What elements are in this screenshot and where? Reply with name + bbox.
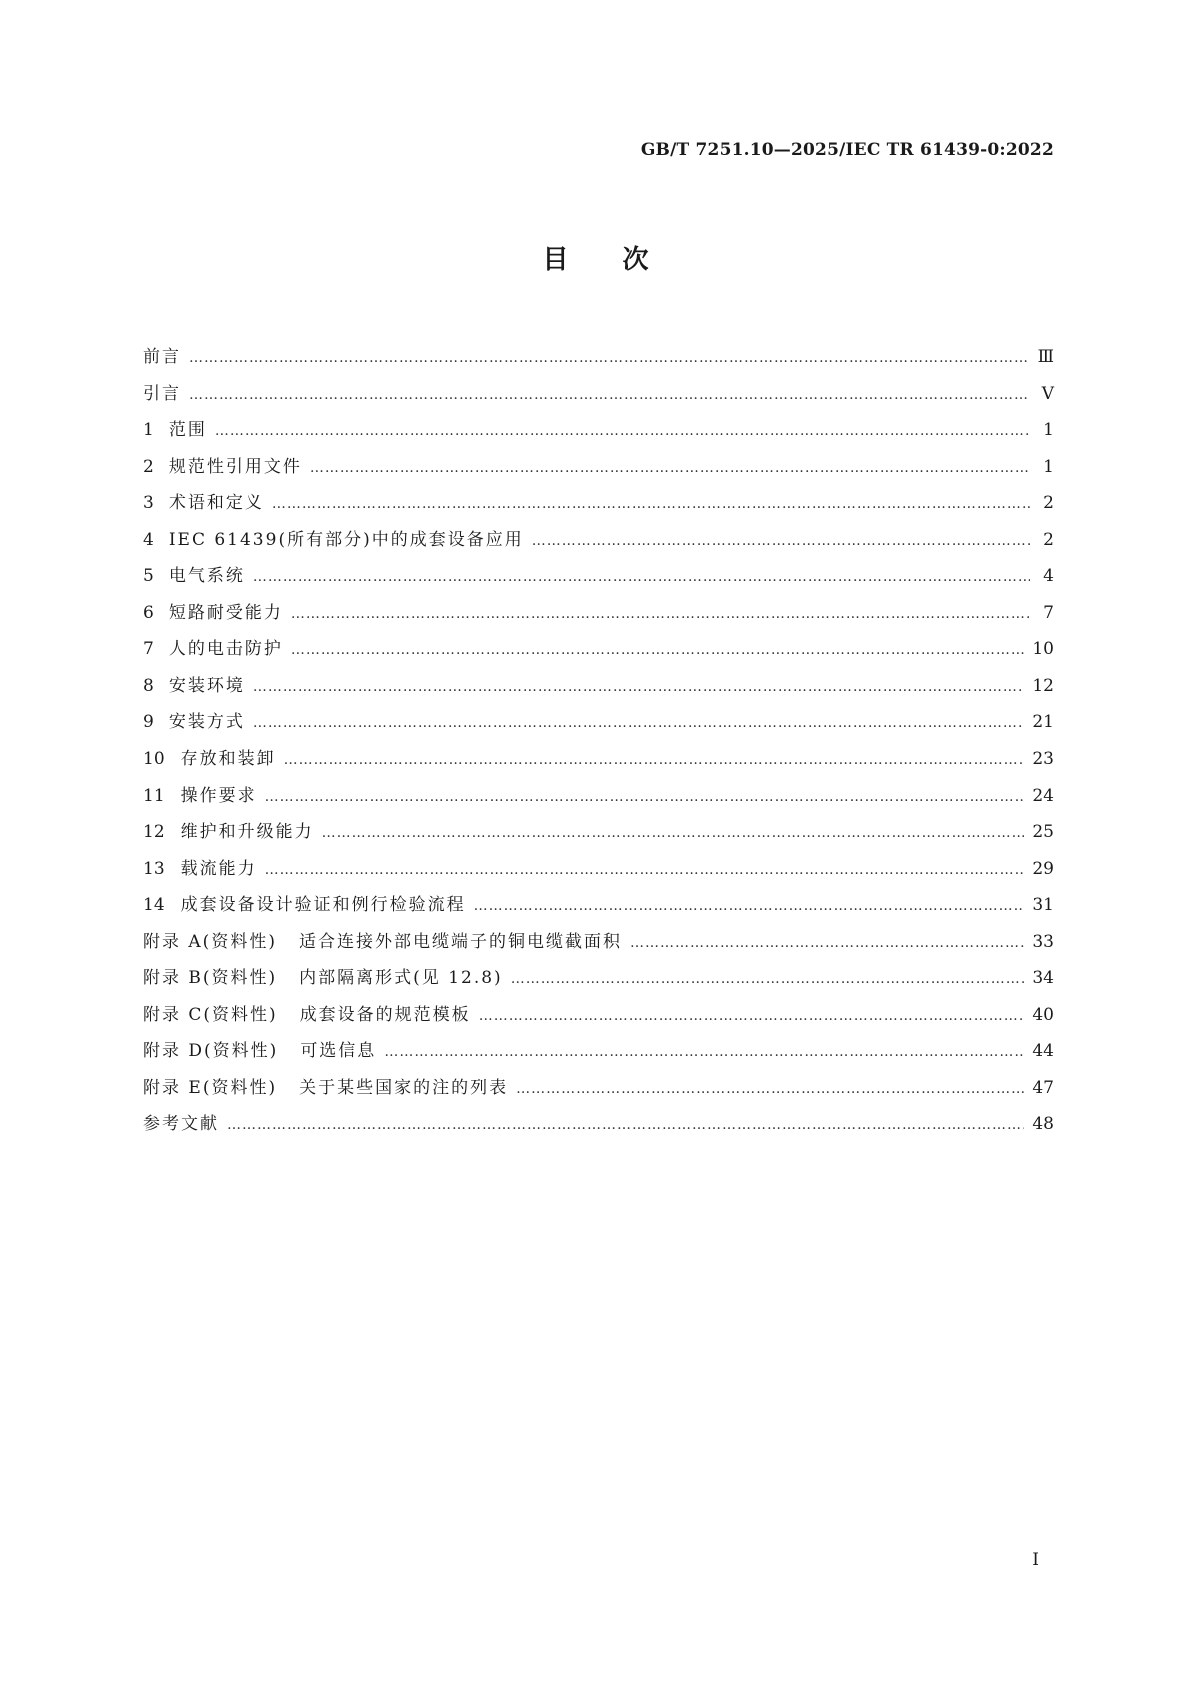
- toc-entry[interactable]: [143, 412, 1054, 449]
- toc-entry-page: 33: [1032, 931, 1054, 952]
- toc-entry-page: 21: [1032, 712, 1054, 733]
- toc-entry-title: 电气系统: [168, 566, 245, 587]
- toc-leader-dots: [532, 523, 1030, 560]
- toc-entry-title: 术语和定义: [168, 493, 264, 514]
- toc-entry[interactable]: [143, 997, 1054, 1034]
- toc-leader-dots: [630, 925, 1024, 962]
- toc-leader-dots: [511, 961, 1025, 998]
- toc-leader-dots: [265, 779, 1025, 816]
- toc-entry-title: 内部隔离形式(见 12.8): [299, 968, 503, 989]
- toc-leader-dots: [227, 1107, 1024, 1144]
- toc-entry-title: 存放和装卸: [180, 749, 276, 770]
- toc-entry-label: [143, 924, 622, 961]
- toc-entry[interactable]: [143, 741, 1054, 778]
- toc-entry-label: [169, 631, 283, 668]
- toc-entry[interactable]: [143, 814, 1054, 851]
- toc-entry-page: 10: [1032, 639, 1054, 660]
- toc-entry-number: 8: [143, 675, 154, 696]
- toc-entry-page: Ⅲ: [1037, 347, 1054, 367]
- toc-entry-label: [181, 778, 257, 815]
- toc-entry-page: 1: [1043, 420, 1054, 441]
- toc-entry[interactable]: [143, 449, 1054, 486]
- toc-entry[interactable]: [143, 376, 1054, 413]
- toc-leader-dots: [253, 669, 1025, 706]
- toc-entry-page: 44: [1032, 1041, 1054, 1062]
- toc-entry-label: [143, 339, 181, 376]
- toc-leader-dots: [291, 632, 1025, 669]
- toc-entry-page: 48: [1032, 1114, 1054, 1135]
- toc-entry[interactable]: [143, 960, 1054, 997]
- toc-entry-page: 2: [1043, 493, 1054, 514]
- toc-leader-dots: [479, 998, 1025, 1035]
- toc-entry-number: 2: [143, 456, 154, 477]
- toc-entry-number: 12: [143, 822, 165, 843]
- toc-entry-title: 引言: [143, 383, 181, 404]
- toc-entry-label: [181, 814, 314, 851]
- toc-entry-page: 12: [1032, 675, 1054, 696]
- table-of-contents: [143, 339, 1054, 1143]
- toc-entry[interactable]: [143, 1070, 1054, 1107]
- toc-entry-page: Ⅴ: [1041, 383, 1054, 404]
- toc-entry[interactable]: [143, 887, 1054, 924]
- toc-leader-dots: [474, 888, 1025, 925]
- toc-entry-label: [143, 960, 503, 997]
- toc-entry-label: [169, 412, 207, 449]
- toc-entry-label: [143, 1033, 376, 1070]
- annex-prefix: 附录 A(资料性): [143, 931, 277, 952]
- toc-entry-label: [181, 851, 257, 888]
- toc-entry-title: 适合连接外部电缆端子的铜电缆截面积: [298, 931, 622, 952]
- annex-prefix: 附录 C(资料性): [143, 1004, 278, 1025]
- page-title: 目次: [542, 245, 703, 275]
- toc-entry[interactable]: [143, 339, 1054, 376]
- toc-entry-page: 7: [1043, 602, 1054, 623]
- toc-entry-number: 9: [143, 712, 154, 733]
- toc-entry-label: [143, 997, 471, 1034]
- toc-entry-page: 40: [1032, 1004, 1054, 1025]
- toc-entry-number: 6: [143, 602, 154, 623]
- toc-entry[interactable]: [143, 522, 1054, 559]
- toc-entry[interactable]: [143, 851, 1054, 888]
- toc-entry-title: 短路耐受能力: [168, 602, 283, 623]
- standard-number: GB/T 7251.10—2025/IEC TR 61439-0:2022: [640, 140, 1054, 160]
- toc-entry[interactable]: [143, 1033, 1054, 1070]
- toc-entry-number: 11: [143, 785, 165, 806]
- toc-entry-number: 7: [143, 639, 154, 660]
- toc-entry-label: [169, 595, 283, 632]
- toc-leader-dots: [253, 559, 1030, 596]
- toc-entry-number: 1: [143, 420, 154, 441]
- toc-entry-number: 4: [143, 529, 154, 550]
- toc-entry-page: 4: [1043, 566, 1054, 587]
- toc-leader-dots: [265, 852, 1025, 889]
- toc-entry[interactable]: [143, 631, 1054, 668]
- toc-entry-title: 可选信息: [300, 1041, 377, 1062]
- toc-entry-page: 24: [1032, 785, 1054, 806]
- toc-entry-number: 13: [143, 858, 165, 879]
- toc-entry-title: 成套设备设计验证和例行检验流程: [180, 895, 466, 916]
- annex-prefix: 附录 D(资料性): [143, 1041, 279, 1062]
- toc-leader-dots: [189, 340, 1030, 377]
- toc-entry-page: 47: [1032, 1077, 1054, 1098]
- toc-entry-title: 安装方式: [168, 712, 245, 733]
- toc-entry-label: [143, 1106, 219, 1143]
- toc-entry-title: 载流能力: [180, 858, 257, 879]
- toc-entry-title: 范围: [168, 420, 207, 441]
- toc-entry-label: [181, 741, 276, 778]
- toc-leader-dots: [516, 1071, 1024, 1108]
- annex-prefix: 附录 B(资料性): [143, 968, 278, 989]
- toc-entry[interactable]: [143, 924, 1054, 961]
- page-number: Ⅰ: [1032, 1550, 1039, 1570]
- toc-entry-page: 25: [1032, 822, 1054, 843]
- toc-leader-dots: [284, 742, 1025, 779]
- toc-entry-title: 操作要求: [180, 785, 257, 806]
- toc-leader-dots: [322, 815, 1025, 852]
- toc-entry-label: [169, 485, 264, 522]
- toc-entry-page: 23: [1032, 749, 1054, 770]
- toc-entry-page: 2: [1043, 529, 1054, 550]
- toc-entry-label: [143, 1070, 508, 1107]
- toc-entry[interactable]: [143, 704, 1054, 741]
- toc-leader-dots: [291, 596, 1030, 633]
- toc-leader-dots: [272, 486, 1030, 523]
- toc-entry[interactable]: [143, 1106, 1054, 1143]
- toc-leader-dots: [310, 450, 1030, 487]
- toc-entry-number: 5: [143, 566, 154, 587]
- toc-entry-label: [169, 558, 245, 595]
- toc-entry-page: 1: [1043, 456, 1054, 477]
- toc-entry-label: [143, 376, 181, 413]
- toc-leader-dots: [215, 413, 1030, 450]
- toc-entry-number: 3: [143, 493, 154, 514]
- toc-entry[interactable]: [143, 558, 1054, 595]
- toc-entry-label: [181, 887, 466, 924]
- toc-entry-label: [169, 522, 524, 559]
- toc-leader-dots: [189, 377, 1030, 414]
- toc-entry-title: 安装环境: [168, 675, 245, 696]
- toc-entry-title: 维护和升级能力: [180, 822, 314, 843]
- toc-entry[interactable]: [143, 778, 1054, 815]
- toc-entry-title: 前言: [143, 347, 181, 367]
- toc-leader-dots: [253, 705, 1025, 742]
- toc-entry-title: 成套设备的规范模板: [299, 1004, 471, 1025]
- toc-entry-page: 29: [1032, 858, 1054, 879]
- toc-entry-label: [169, 449, 302, 486]
- annex-prefix: 附录 E(资料性): [143, 1077, 278, 1098]
- toc-entry-title: 参考文献: [143, 1114, 219, 1135]
- toc-entry[interactable]: [143, 595, 1054, 632]
- toc-entry-title: IEC 61439(所有部分)中的成套设备应用: [168, 529, 524, 550]
- toc-entry[interactable]: [143, 668, 1054, 705]
- toc-entry-title: 规范性引用文件: [168, 456, 302, 477]
- toc-entry-label: [169, 704, 245, 741]
- toc-entry-page: 34: [1032, 968, 1054, 989]
- toc-entry-number: 10: [143, 749, 165, 770]
- toc-entry-label: [169, 668, 245, 705]
- toc-leader-dots: [384, 1034, 1024, 1071]
- toc-entry[interactable]: [143, 485, 1054, 522]
- toc-entry-title: 关于某些国家的注的列表: [299, 1077, 509, 1098]
- toc-entry-page: 31: [1032, 895, 1054, 916]
- toc-entry-title: 人的电击防护: [168, 639, 283, 660]
- toc-entry-number: 14: [143, 895, 165, 916]
